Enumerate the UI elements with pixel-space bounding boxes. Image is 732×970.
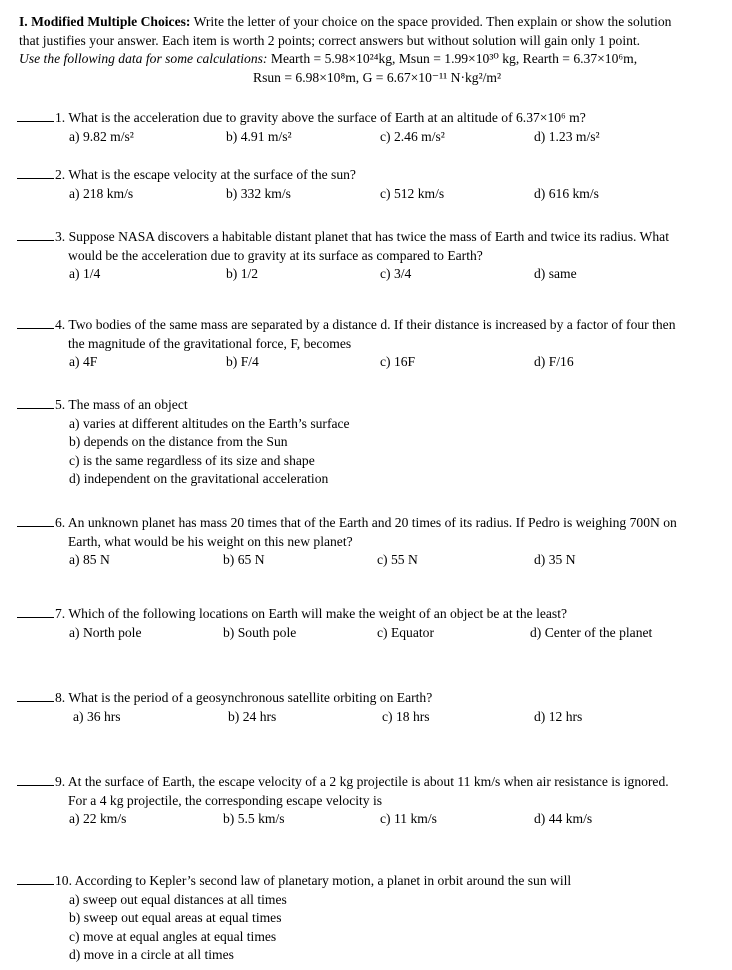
question-text: 2. What is the escape velocity at the surface of the sun? <box>55 167 356 182</box>
question-2 <box>17 165 722 204</box>
option-d: d) 44 km/s <box>534 811 593 826</box>
question-text-cont: would be the acceleration due to gravity at its surface as compared to Earth? <box>68 247 483 263</box>
question-8 <box>17 688 722 727</box>
answer-blank-9[interactable] <box>17 772 54 786</box>
question-text-cont: For a 4 kg projectile, the corresponding escape velocity is <box>68 792 383 808</box>
option-d: d) Center of the planet <box>530 624 653 640</box>
option-c: c) move at equal angles at equal times <box>69 928 277 944</box>
answer-blank-2[interactable] <box>17 165 54 179</box>
option-d: d) move in a circle at all times <box>69 947 234 962</box>
option-b: b) 5.5 km/s <box>223 811 285 826</box>
question-text: 4. Two bodies of the same mass are separated by a distance d. If their distance is increased by a factor of four then <box>55 317 676 332</box>
question-text: 3. Suppose NASA discovers a habitable distant planet that has twice the mass of Earth and twice its radius. What <box>55 229 669 244</box>
option-d: d) 616 km/s <box>534 185 599 201</box>
option-b: b) F/4 <box>226 354 259 369</box>
answer-blank-8[interactable] <box>17 688 54 702</box>
answer-blank-7[interactable] <box>17 604 54 618</box>
option-b: b) sweep out equal areas at equal times <box>69 910 282 925</box>
option-d: d) same <box>534 266 577 281</box>
option-a: a) 36 hrs <box>73 708 121 724</box>
option-a: a) 85 N <box>69 552 110 567</box>
option-a: a) 9.82 m/s² <box>69 128 134 144</box>
option-a: a) 218 km/s <box>69 185 134 201</box>
option-d: d) 12 hrs <box>534 708 583 724</box>
option-a: a) North pole <box>69 624 142 640</box>
question-9 <box>17 772 722 829</box>
option-c: c) is the same regardless of its size and shape <box>69 452 315 468</box>
option-b: b) South pole <box>223 624 297 640</box>
constants-line-2: Rsun = 6.98×10⁸m, G = 6.67×10⁻¹¹ N·kg²/m² <box>253 69 502 85</box>
answer-blank-1[interactable] <box>17 108 54 122</box>
question-6 <box>17 513 722 570</box>
question-7 <box>17 604 722 643</box>
option-c: c) 3/4 <box>380 266 412 281</box>
question-text: 6. An unknown planet has mass 20 times that of the Earth and 20 times of its radius. If Pedro is weighing 700N on <box>55 515 677 530</box>
option-c: c) 55 N <box>377 552 418 567</box>
option-b: b) depends on the distance from the Sun <box>69 434 288 449</box>
question-1 <box>17 108 722 147</box>
option-a: a) 4F <box>69 354 98 369</box>
question-text: 8. What is the period of a geosynchronous satellite orbiting on Earth? <box>55 690 433 705</box>
option-a: a) 1/4 <box>69 266 101 281</box>
option-a: a) sweep out equal distances at all times <box>69 891 287 907</box>
option-c: c) 512 km/s <box>380 185 445 201</box>
question-text: 7. Which of the following locations on Earth will make the weight of an object be at the least? <box>55 606 568 621</box>
answer-blank-3[interactable] <box>17 227 54 241</box>
section-title: I. Modified Multiple Choices: <box>19 14 191 29</box>
question-text: 9. At the surface of Earth, the escape velocity of a 2 kg projectile is about 11 km/s when air resistance is ignored. <box>55 774 669 789</box>
answer-blank-4[interactable] <box>17 315 54 329</box>
instructions-block <box>19 13 724 87</box>
constants-line-1: Mearth = 5.98×10²⁴kg, Msun = 1.99×10³⁰ kg, Rearth = 6.37×10⁶m, <box>270 51 638 66</box>
option-d: d) 1.23 m/s² <box>534 128 600 144</box>
question-3 <box>17 227 722 284</box>
option-d: d) 35 N <box>534 552 576 567</box>
option-b: b) 332 km/s <box>226 185 291 201</box>
option-d: d) independent on the gravitational acceleration <box>69 471 329 486</box>
answer-blank-6[interactable] <box>17 513 54 527</box>
question-text-cont: Earth, what would be his weight on this new planet? <box>68 533 353 549</box>
option-c: c) 11 km/s <box>380 811 437 826</box>
option-b: b) 1/2 <box>226 266 259 281</box>
option-c: c) Equator <box>377 624 434 640</box>
option-c: c) 2.46 m/s² <box>380 128 445 144</box>
option-b: b) 4.91 m/s² <box>226 128 292 144</box>
option-c: c) 18 hrs <box>382 708 430 724</box>
question-10 <box>17 871 722 965</box>
answer-blank-5[interactable] <box>17 395 54 409</box>
option-b: b) 24 hrs <box>228 708 277 724</box>
question-text: 5. The mass of an object <box>55 397 188 412</box>
question-text: 1. What is the acceleration due to gravity above the surface of Earth at an altitude of 6.37×10⁶ m? <box>55 110 586 125</box>
answer-blank-10[interactable] <box>17 871 54 885</box>
option-c: c) 16F <box>380 354 416 369</box>
option-d: d) F/16 <box>534 354 574 369</box>
option-a: a) 22 km/s <box>69 811 127 826</box>
option-b: b) 65 N <box>223 552 265 567</box>
data-intro: Use the following data for some calculations: <box>19 51 268 66</box>
question-text: 10. According to Kepler’s second law of planetary motion, a planet in orbit around the sun will <box>55 873 572 888</box>
instructions-text-2: that justifies your answer. Each item is worth 2 points; correct answers but without solution will gain only 1 point. <box>19 32 641 48</box>
option-a: a) varies at different altitudes on the Earth’s surface <box>69 415 350 431</box>
question-4 <box>17 315 722 372</box>
question-5 <box>17 395 722 489</box>
question-text-cont: the magnitude of the gravitational force, F, becomes <box>68 335 352 351</box>
instructions-text-1: Write the letter of your choice on the space provided. Then explain or show the solution <box>193 14 672 29</box>
